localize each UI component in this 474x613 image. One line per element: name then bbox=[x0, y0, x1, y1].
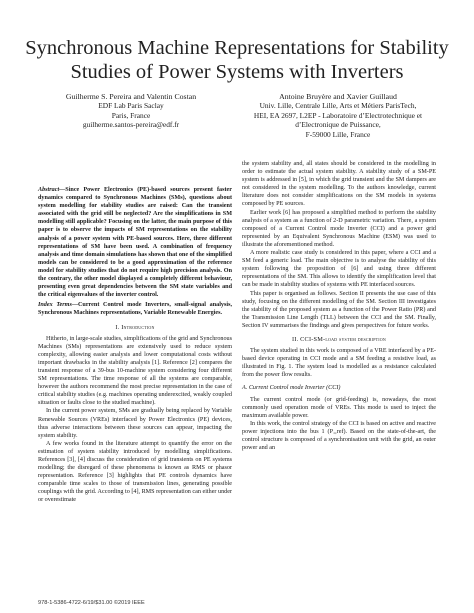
abstract-text: —Since Power Electronics (PE)-based sources present faster dynamics compared to Synchronous Machines (SMs), questions about system modelling for stability studies are raised: Can the transient associated with the grid still be neglected? Are the simplifications in SM modelling still applicable? Focusing on the latter, the main purpose of this paper is to observe the impacts of SM representations on the stability analysis of a power system with PE-based sources. Here, three different representations of SM have been used. A combination of frequency analysis and time domain simulations has shown that one of the simplified models can be considered to be a good approximation of the reference model for stability studies that do not require high precision analysis. On the contrary, the other model displayed a completely different behaviour, presenting even great dependencies between the SM state variables and the critical eigenvalues of the inverter control. bbox=[38, 187, 232, 299]
left-column bbox=[38, 186, 232, 505]
body-paragraph: This paper is organised as follows. Section II presents the use case of this study, focusing on the different modelling of the SM. Section III investigates the stability of the proposed system as a function of the Power Ratio (PR) and the Transmission Line Length (TLL) between the CCI and the SM. Finally, Section IV summarises the findings and gives perspectives for future works. bbox=[242, 290, 436, 329]
body-paragraph: the system stability and, all states should be considered in the modelling in order to estimate the actual system stability. A stability study of a SM-PE system is addressed in [5], in which the grid transient and the SM dampers are not considered in the system modelling. To the authors knowledge, current literature does not consider simplifications on the SM models in systems composed by PE sources. bbox=[242, 161, 436, 208]
author-affiliation-line: HEI, EA 2697, L2EP - Laboratoire d’Electrotechnique et bbox=[253, 110, 423, 120]
body-paragraph: Hitherto, in large-scale studies, simplifications of the grid and Synchronous Machines (SMs) representations are extensively used to reduce system complexity, allowing easier analysis and lower computational costs without important drawbacks in the stability analysis [1]. Reference [2] compares the transient response of a 39-bus 10-machine system considering four different SM representations. The time response of all the systems are comparable, however the authors recommend the most precise representation in the case of critical stability studies (e.g. machines operating underexcited, weakly coupled situation or faults close to the studied machine). bbox=[38, 335, 232, 407]
author-affiliation-line: F-59000 Lille, France bbox=[305, 129, 371, 139]
index-terms-label: Index Terms bbox=[38, 302, 72, 309]
author-affiliation-line: d’Electronique de Puissance, bbox=[295, 120, 381, 130]
body-paragraph: The system studied in this work is composed of a VRE interfaced by a PE-based device operating in CCI mode and a SM feeding a resistive load, as illustrated in Fig. 1. The system load is modelled as a resistance calculated from the power flow results. bbox=[242, 348, 436, 379]
author-affiliation-line: EDF Lab Paris Saclay bbox=[98, 101, 164, 111]
author-affiliation-line: Paris, France bbox=[111, 110, 151, 120]
section-heading-system-description: II. CCI-SM-load system description bbox=[292, 335, 386, 343]
index-terms bbox=[38, 301, 232, 317]
author-email: guilherme.santos-pereira@edf.fr bbox=[82, 120, 180, 130]
author-affiliation-line: Univ. Lille, Centrale Lille, Arts et Métiers ParisTech, bbox=[259, 101, 417, 111]
author-section bbox=[38, 92, 436, 162]
abstract bbox=[38, 186, 232, 299]
body-paragraph: A few works found in the literature attempt to quantify the error on the estimation of system stability introduced by modelling simplifications. References [3], [4] discuss the consideration of grid transients on PE systems modelling; the disregard of these phenomena is known as RMS or phasor representation. Reference [3] highlights that PE controls dynamics have comparable time scales to those of transmission lines, generating possible couplings with the grid. According to [4], RMS representation can either under or overestimate bbox=[38, 440, 232, 504]
paper-title: Synchronous Machine Representations for Stability Studies of Power Systems with Inverters bbox=[25, 37, 449, 83]
right-column bbox=[242, 160, 436, 452]
copyright-footer: 978-1-5386-4722-6/19/$31.00 ©2019 IEEE bbox=[38, 600, 145, 606]
body-paragraph: The current control mode (or grid-feeding) is, nowadays, the most commonly used operation mode of VREs. This mode is used to inject the maximum available power. bbox=[242, 396, 436, 419]
index-terms-text: —Current Control mode Inverters, small-signal analysis, Synchronous Machines representations, Variable Renewable Energies. bbox=[38, 302, 232, 317]
abstract-label: Abstract bbox=[38, 187, 60, 193]
body-paragraph: A more realistic case study is considered in this paper, where a CCI and a SM feed a generic load. The main objective is to analyse the stability of this system following the proposition of [6] and using three different representations of the SM. This allows to identify the simplification level that can be made in stability studies of systems with PE interfaced sources. bbox=[242, 250, 436, 289]
body-paragraph: Earlier work [6] has proposed a simplified method to perform the stability analysis of a system as a function of 2-D parametric variation. There, a system composed of a Current Control mode Inverter (CCI) and a power grid represented by an Equivalent Synchronous Machine (ESM) was used to illustrate the aforementioned method. bbox=[242, 209, 436, 248]
author-names: Antoine Bruyère and Xavier Guillaud bbox=[279, 92, 397, 101]
body-paragraph: In the current power system, SMs are gradually being replaced by Variable Renewable Sources (VREs) interfaced by Power Electronics (PE) devices, thus adverse interactions between these sources can appear, impacting the system stability. bbox=[38, 408, 232, 439]
body-paragraph: In this work, the control strategy of the CCI is based on active and reactive power injections into the bus 1 (P₁,ref). Based on the state-of-the-art, the control structure is composed of a synchronisation unit with the grid, an outer power and an bbox=[242, 420, 436, 452]
section-heading-introduction: I. Introduction bbox=[115, 323, 155, 331]
author-block-left bbox=[46, 92, 216, 130]
author-names: Guilherme S. Pereira and Valentin Costan bbox=[65, 92, 197, 101]
subsection-heading-cci: A. Current Control mode Inverter (CCI) bbox=[242, 385, 341, 392]
author-block-right bbox=[238, 92, 438, 139]
